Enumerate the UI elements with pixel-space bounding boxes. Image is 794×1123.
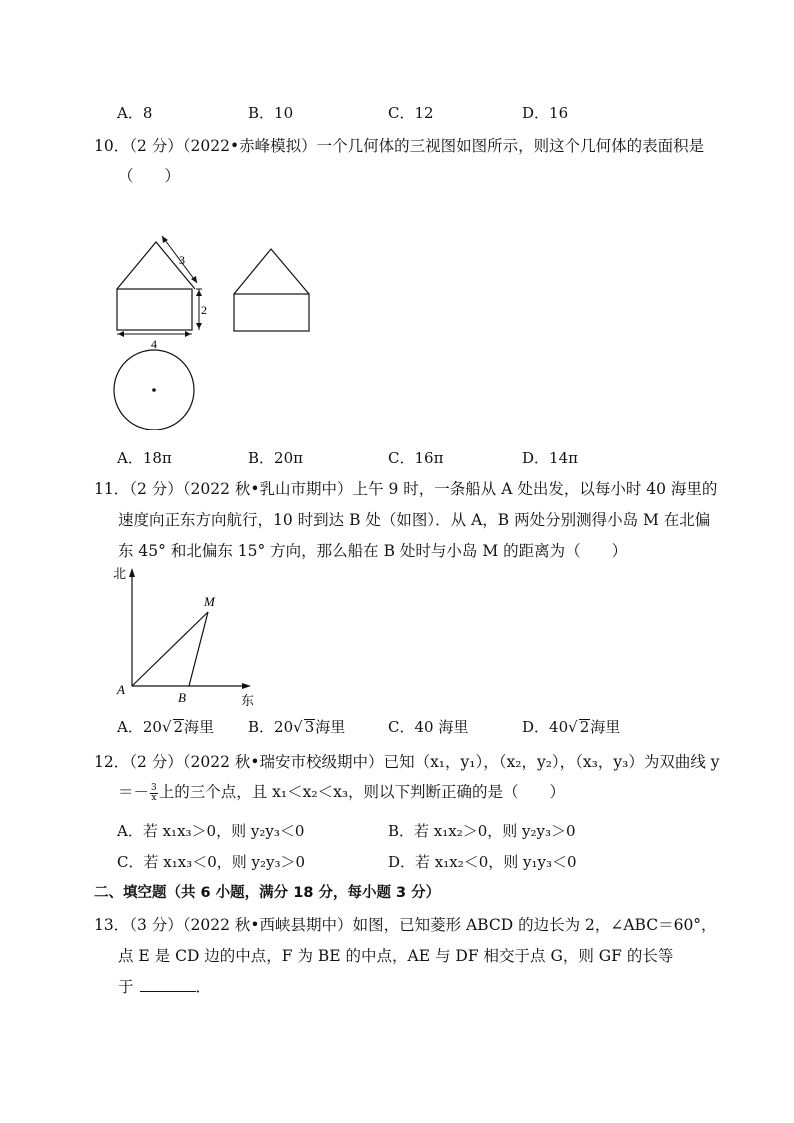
q11-stem-line2: 速度向正东方向航行，10 时到达 B 处（如图）．从 A，B 两处分别测得小岛 M 在北偏	[118, 511, 711, 529]
q11-source: （2022 秋•乳山市期中）	[182, 480, 353, 498]
fraction-3-over-x: $\frac{3}{x}$	[151, 782, 157, 803]
q13-stem-line3: 于 ．	[118, 978, 212, 996]
q13-source: （2022 秋•西峡县期中）	[182, 916, 353, 934]
q11-stem-line1	[94, 477, 717, 499]
q12-score: （2 分）	[129, 753, 183, 771]
q13-score: （3 分）	[129, 916, 183, 934]
north-label: 北	[113, 566, 127, 581]
q9-option-a[interactable]: A．8	[117, 104, 153, 122]
q10-slant-label: 3	[179, 253, 185, 267]
q10-answer-paren: （ ）	[118, 167, 181, 185]
q12-intro: 已知（x₁，y₁），（x₂，y₂），（x₃，y₃）为双曲线 y	[383, 753, 720, 771]
point-b-label: B	[178, 690, 186, 705]
q11-option-c[interactable]: C．40 海里	[388, 718, 469, 736]
q13-stem-line2: 点 E 是 CD 边的中点，F 为 BE 的中点，AE 与 DF 相交于点 G，则 GF 的长等	[118, 947, 674, 965]
q10-option-a[interactable]: A．18π	[117, 449, 172, 467]
q10-width-label: 4	[151, 337, 157, 351]
q12-source: （2022 秋•瑞安市校级期中）	[182, 753, 384, 771]
q9-option-d[interactable]: D．16	[522, 104, 569, 122]
q10-height-label: 2	[201, 303, 207, 317]
q11-bearing-figure	[108, 562, 268, 707]
q10-option-d[interactable]: D．14π	[522, 449, 578, 467]
front-view	[117, 236, 207, 351]
q10-option-b[interactable]: B．20π	[248, 449, 303, 467]
section-2-heading: 二、填空题（共 6 小题，满分 18 分，每小题 3 分）	[94, 885, 441, 901]
q12-stem-line1	[94, 750, 720, 772]
q13-line1: 如图，已知菱形 ABCD 的边长为 2，∠ABC＝60°，	[352, 916, 717, 934]
q12-option-b[interactable]: B．若 x₁x₂＞0，则 y₂y₃＞0	[388, 822, 576, 840]
east-label: 东	[241, 693, 255, 707]
q10-text: 一个几何体的三视图如图所示，则这个几何体的表面积是	[316, 137, 705, 155]
q11-line1: 上午 9 时，一条船从 A 处出发，以每小时 40 海里的	[352, 480, 718, 498]
q10-option-c[interactable]: C．16π	[388, 449, 444, 467]
q12-option-a[interactable]: A．若 x₁x₃＞0，则 y₂y₃＜0	[117, 822, 305, 840]
side-view	[234, 249, 309, 331]
q10-score: （2 分）	[129, 137, 183, 155]
q11-stem-line3: 东 45° 和北偏东 15° 方向，那么船在 B 处时与小岛 M 的距离为（ ）	[118, 542, 628, 560]
q12-stem-line2: ＝－ $\frac{3}{x}$ 上的三个点，且 x₁＜x₂＜x₃，则以下判断正确的是（ ）	[118, 782, 566, 803]
q10-source: （2022•赤峰模拟）	[182, 137, 317, 155]
q9-option-c[interactable]: C．12	[388, 104, 434, 122]
q10-number: 10．	[94, 137, 130, 155]
top-view	[114, 350, 194, 430]
point-a-label: A	[117, 682, 125, 697]
q13-stem-line1	[94, 913, 717, 935]
q11-option-b[interactable]: B．20√ 3海里	[248, 718, 346, 736]
q11-number: 11．	[94, 480, 130, 498]
q12-option-d[interactable]: D．若 x₁x₂＜0，则 y₁y₃＜0	[388, 853, 577, 871]
q13-answer-blank[interactable]	[140, 977, 196, 992]
q12-number: 12．	[94, 753, 130, 771]
q11-option-a[interactable]: A．20√ 2海里	[117, 718, 215, 736]
q10-stem-line1	[94, 134, 704, 156]
q10-three-view-figure	[100, 230, 330, 430]
q11-score: （2 分）	[129, 480, 183, 498]
q13-number: 13．	[94, 916, 130, 934]
point-m-label: M	[204, 594, 215, 609]
q11-option-d[interactable]: D．40√ 2海里	[522, 718, 621, 736]
q9-option-b[interactable]: B．10	[248, 104, 294, 122]
q12-option-c[interactable]: C．若 x₁x₃＜0，则 y₂y₃＞0	[117, 853, 306, 871]
